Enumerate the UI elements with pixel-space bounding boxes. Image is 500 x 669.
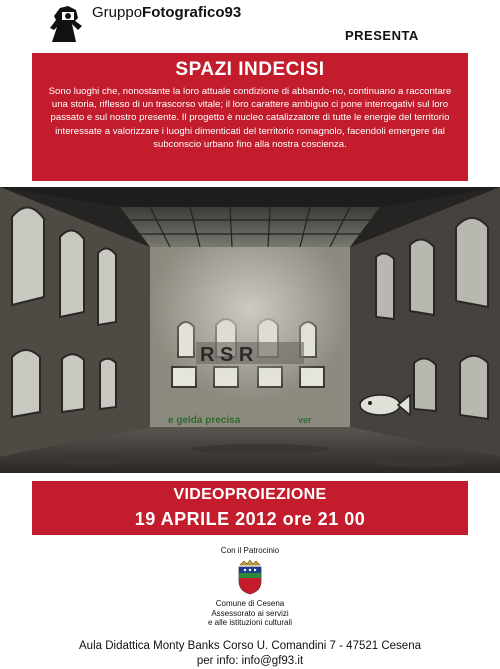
comune-name: Comune di Cesena: [215, 599, 285, 608]
intro-text: Sono luoghi che, nonostante la loro attuale condizione di abbando-no, continuano a raccontare una storia, riflesso di un trascorso vitale; il loro carattere ambiguo ci pone interrogativi sul loro passato e sul nostro presente. Il progetto è nucleo catalizzatore di tutte le energie del territorio interessate a valorizzare i luoghi dimenticati del territorio romagnolo, facendoli emergere dal subconscio urbano fino alla nostra coscienza.: [48, 86, 452, 150]
patronage-label: Con il Patrocinio: [220, 546, 280, 555]
brand-regular: Gruppo: [92, 4, 143, 21]
svg-text:R S R: R S R: [200, 344, 254, 366]
abandoned-factory-photo: [0, 187, 500, 473]
brand-bold: Fotografico93: [142, 4, 242, 21]
cesena-coat-of-arms-icon: [236, 559, 264, 595]
intro-title: SPAZI INDECISI: [175, 59, 325, 80]
venue-address: Aula Didattica Monty Banks Corso U. Comandini 7 - 47521 Cesena: [79, 640, 421, 652]
event-type: VIDEOPROIEZIONE: [173, 486, 327, 503]
comune-dept-2: e alle istituzioni culturali: [207, 618, 293, 627]
intro-box: [32, 53, 468, 181]
comune-block: [0, 599, 500, 628]
camera-person-logo-icon: [44, 2, 88, 46]
event-date: 19 APRILE 2012 ore 21 00: [134, 509, 366, 529]
graffiti-text: e gelda precisa: [168, 415, 241, 426]
contact-info[interactable]: per info: info@gf93.it: [196, 655, 304, 667]
event-box: [32, 481, 468, 535]
brand-name: [92, 4, 241, 21]
comune-dept-1: Assessorato ai servizi: [211, 608, 289, 618]
graffiti-text-2: ver: [298, 415, 312, 425]
presenta-label: PRESENTA: [345, 28, 419, 43]
